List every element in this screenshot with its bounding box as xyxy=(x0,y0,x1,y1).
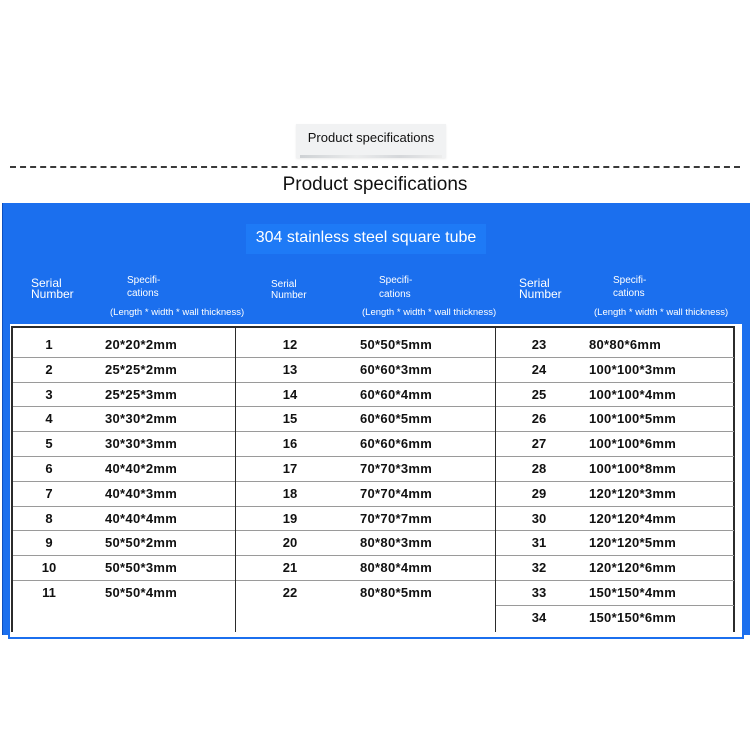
serial-header-2-line2: Number xyxy=(271,290,307,301)
row-separator xyxy=(236,406,495,407)
serial-number-cell: 23 xyxy=(531,337,547,352)
specification-cell: 120*120*5mm xyxy=(589,535,677,551)
specification-cell: 50*50*4mm xyxy=(105,585,178,600)
specification-cell: 60*60*6mm xyxy=(360,436,433,452)
spec-note-1: (Length * width * wall thickness) xyxy=(110,307,245,318)
row-separator xyxy=(13,481,235,482)
serial-number-cell: 27 xyxy=(531,436,547,452)
serial-number-cell: 19 xyxy=(282,510,298,526)
spec-header-3-line2: cations xyxy=(613,288,645,299)
row-separator xyxy=(496,506,734,507)
serial-number-cell: 28 xyxy=(531,461,547,476)
specification-cell: 40*40*2mm xyxy=(105,461,178,476)
row-separator xyxy=(496,357,734,358)
row-separator xyxy=(496,382,734,383)
specification-cell: 150*150*4mm xyxy=(589,585,677,600)
serial-number-cell: 6 xyxy=(45,461,53,476)
row-separator xyxy=(236,580,495,581)
row-separator xyxy=(496,555,734,556)
top-label: Product specifications xyxy=(296,124,446,158)
row-separator xyxy=(496,406,734,407)
serial-number-cell: 8 xyxy=(45,510,53,526)
serial-number-cell: 14 xyxy=(282,386,298,402)
serial-number-cell: 15 xyxy=(282,411,298,427)
row-separator xyxy=(236,431,495,432)
serial-number-cell: 25 xyxy=(531,386,547,402)
row-separator xyxy=(236,456,495,457)
specification-cell: 100*100*4mm xyxy=(589,386,677,402)
specification-cell: 50*50*3mm xyxy=(105,560,178,576)
specification-cell: 120*120*3mm xyxy=(589,485,677,501)
specification-cell: 80*80*5mm xyxy=(360,585,433,600)
specification-cell: 25*25*2mm xyxy=(105,361,178,377)
serial-number-cell: 29 xyxy=(531,485,547,501)
specification-cell: 80*80*4mm xyxy=(360,560,433,576)
row-separator xyxy=(236,382,495,383)
serial-number-cell: 30 xyxy=(531,510,547,526)
specification-cell: 50*50*5mm xyxy=(360,337,433,352)
top-label-decoration xyxy=(300,155,442,158)
row-separator xyxy=(13,357,235,358)
specification-cell: 100*100*3mm xyxy=(589,361,677,377)
serial-number-cell: 24 xyxy=(531,361,547,377)
row-separator xyxy=(13,456,235,457)
serial-number-cell: 1 xyxy=(45,337,53,352)
serial-number-cell: 3 xyxy=(45,386,53,402)
row-separator xyxy=(13,580,235,581)
serial-number-cell: 16 xyxy=(282,436,298,452)
serial-number-cell: 33 xyxy=(531,585,547,600)
serial-number-cell: 26 xyxy=(531,411,547,427)
specification-cell: 80*80*3mm xyxy=(360,535,433,551)
specification-cell: 80*80*6mm xyxy=(589,337,662,352)
serial-number-cell: 11 xyxy=(42,585,56,600)
row-separator xyxy=(496,431,734,432)
dashed-divider xyxy=(10,166,740,168)
serial-number-cell: 20 xyxy=(282,535,298,551)
specification-cell: 30*30*2mm xyxy=(105,411,178,427)
serial-number-cell: 22 xyxy=(282,585,298,600)
specification-cell: 20*20*2mm xyxy=(105,337,178,352)
specification-cell: 120*120*4mm xyxy=(589,510,677,526)
spec-header-1-line1: Specifi- xyxy=(127,275,161,286)
serial-number-cell: 17 xyxy=(282,461,298,476)
row-separator xyxy=(496,456,734,457)
row-separator xyxy=(496,481,734,482)
row-separator xyxy=(496,605,734,606)
row-separator xyxy=(13,555,235,556)
specification-cell: 40*40*4mm xyxy=(105,510,178,526)
specification-cell: 70*70*3mm xyxy=(360,461,433,476)
row-separator xyxy=(13,530,235,531)
row-separator xyxy=(236,481,495,482)
specification-cell: 60*60*5mm xyxy=(360,411,433,427)
row-separator xyxy=(236,555,495,556)
spec-header-2-line2: cations xyxy=(379,289,411,300)
specification-cell: 100*100*8mm xyxy=(589,461,677,476)
serial-number-cell: 5 xyxy=(45,436,53,452)
serial-number-cell: 9 xyxy=(45,535,53,551)
serial-number-cell: 34 xyxy=(531,609,547,625)
row-separator xyxy=(13,431,235,432)
specification-cell: 120*120*6mm xyxy=(589,560,677,576)
serial-number-cell: 31 xyxy=(531,535,547,551)
row-separator xyxy=(13,382,235,383)
page-heading: Product specifications xyxy=(282,174,468,195)
serial-number-cell: 12 xyxy=(282,337,298,352)
row-separator xyxy=(496,530,734,531)
spec-note-2: (Length * width * wall thickness) xyxy=(362,307,497,318)
specification-cell: 25*25*3mm xyxy=(105,386,178,402)
serial-header-1-line2: Number xyxy=(31,287,74,301)
row-separator xyxy=(13,506,235,507)
serial-header-3-line2: Number xyxy=(519,287,562,301)
serial-number-cell: 4 xyxy=(45,411,53,427)
specification-cell: 100*100*6mm xyxy=(589,436,677,452)
table-divider-1 xyxy=(235,326,236,632)
row-separator xyxy=(496,580,734,581)
specification-cell: 50*50*2mm xyxy=(105,535,178,551)
serial-number-cell: 32 xyxy=(531,560,547,576)
specification-cell: 70*70*4mm xyxy=(360,485,433,501)
serial-number-cell: 18 xyxy=(282,485,298,501)
serial-header-1-line1: Serial xyxy=(31,276,62,290)
serial-number-cell: 7 xyxy=(45,485,53,501)
row-separator xyxy=(236,530,495,531)
spec-header-2-line1: Specifi- xyxy=(379,275,413,286)
spec-note-3: (Length * width * wall thickness) xyxy=(594,307,729,318)
specification-cell: 30*30*3mm xyxy=(105,436,178,452)
serial-number-cell: 21 xyxy=(282,560,298,576)
specification-cell: 60*60*4mm xyxy=(360,386,433,402)
specification-cell: 150*150*6mm xyxy=(589,609,677,625)
specification-cell: 60*60*3mm xyxy=(360,361,433,377)
specification-cell: 40*40*3mm xyxy=(105,485,178,501)
row-separator xyxy=(236,357,495,358)
specification-cell: 70*70*7mm xyxy=(360,510,433,526)
serial-number-cell: 13 xyxy=(282,361,298,377)
spec-header-3-line1: Specifi- xyxy=(613,275,647,286)
row-separator xyxy=(236,506,495,507)
spec-header-1-line2: cations xyxy=(127,288,159,299)
specification-cell: 100*100*5mm xyxy=(589,411,677,427)
panel-title: 304 stainless steel square tube xyxy=(246,224,486,254)
serial-number-cell: 2 xyxy=(45,361,53,377)
table-divider-2 xyxy=(495,326,496,632)
serial-header-3-line1: Serial xyxy=(519,276,550,290)
row-separator xyxy=(13,406,235,407)
serial-header-2-line1: Serial xyxy=(271,279,297,290)
serial-number-cell: 10 xyxy=(41,560,57,576)
